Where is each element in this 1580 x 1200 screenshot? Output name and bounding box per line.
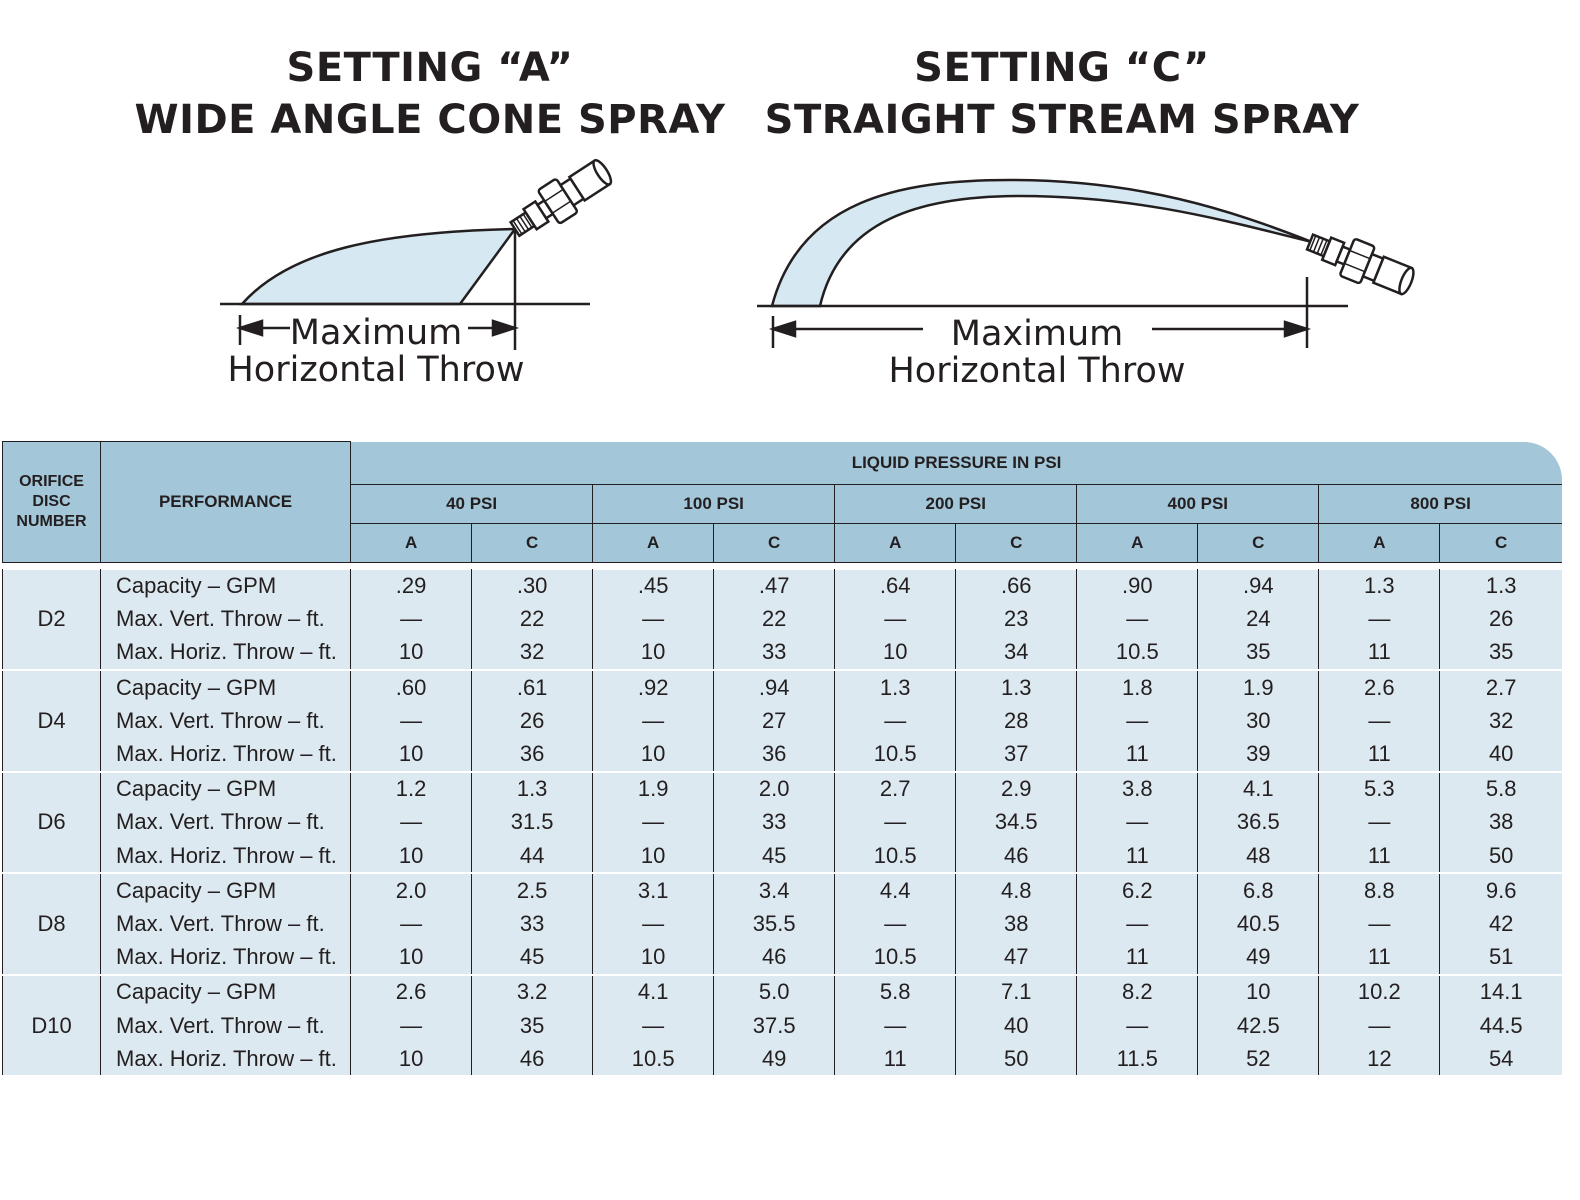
value-cell: 22	[714, 603, 835, 636]
liquid-pressure-header: LIQUID PRESSURE IN PSI	[351, 442, 1562, 485]
value-cell: 51	[1440, 941, 1562, 975]
orifice-header-line2: DISC	[32, 492, 71, 510]
table-row	[3, 975, 1563, 1009]
value-cell: —	[835, 704, 956, 737]
value-cell: 11	[1319, 839, 1440, 873]
value-cell: 2.6	[1319, 670, 1440, 704]
performance-table	[2, 441, 1562, 1075]
value-cell: 10.5	[593, 1042, 714, 1075]
setting-c-throw-label	[887, 316, 1187, 390]
value-cell: 37	[956, 737, 1077, 771]
value-cell: 46	[714, 941, 835, 975]
value-cell: .94	[714, 670, 835, 704]
value-cell: 14.1	[1440, 975, 1562, 1009]
value-cell: —	[1319, 806, 1440, 839]
value-cell: 33	[472, 907, 593, 940]
value-cell: 46	[956, 839, 1077, 873]
value-cell: 30	[1198, 704, 1319, 737]
value-cell: 32	[1440, 704, 1562, 737]
orifice-header-line3: NUMBER	[16, 512, 87, 530]
value-cell: 44.5	[1440, 1009, 1562, 1042]
setting-header-a: A	[593, 523, 714, 562]
value-cell: 11	[1319, 941, 1440, 975]
value-cell: —	[835, 907, 956, 940]
stream-nozzle-icon	[1303, 223, 1419, 301]
table-row	[3, 603, 1563, 636]
value-cell: 34.5	[956, 806, 1077, 839]
value-cell: 7.1	[956, 975, 1077, 1009]
value-cell: 10	[593, 941, 714, 975]
performance-cell: Capacity – GPM	[101, 670, 351, 704]
value-cell: 36	[714, 737, 835, 771]
setting-header-c: C	[472, 523, 593, 562]
value-cell: 9.6	[1440, 873, 1562, 907]
value-cell: .94	[1198, 569, 1319, 603]
value-cell: 10.2	[1319, 975, 1440, 1009]
value-cell: —	[593, 907, 714, 940]
value-cell: 10	[351, 1042, 472, 1075]
table-row	[3, 839, 1563, 873]
value-cell: —	[351, 806, 472, 839]
value-cell: 1.3	[472, 772, 593, 806]
value-cell: 10	[593, 839, 714, 873]
value-cell: 10.5	[835, 839, 956, 873]
value-cell: 45	[472, 941, 593, 975]
setting-header-c: C	[956, 523, 1077, 562]
table-row	[3, 670, 1563, 704]
value-cell: .47	[714, 569, 835, 603]
setting-header-a: A	[351, 523, 472, 562]
value-cell: 45	[714, 839, 835, 873]
orifice-disc-cell: D10	[3, 975, 101, 1076]
value-cell: 37.5	[714, 1009, 835, 1042]
value-cell: —	[1077, 603, 1198, 636]
value-cell: 4.1	[1198, 772, 1319, 806]
value-cell: 4.4	[835, 873, 956, 907]
value-cell: 1.8	[1077, 670, 1198, 704]
value-cell: —	[593, 603, 714, 636]
performance-cell: Capacity – GPM	[101, 772, 351, 806]
value-cell: 42	[1440, 907, 1562, 940]
setting-header-a: A	[1077, 523, 1198, 562]
orifice-header-line1: ORIFICE	[19, 472, 84, 490]
value-cell: —	[1319, 603, 1440, 636]
value-cell: 2.7	[1440, 670, 1562, 704]
performance-cell: Max. Vert. Throw – ft.	[101, 907, 351, 940]
performance-cell: Capacity – GPM	[101, 975, 351, 1009]
value-cell: 1.3	[835, 670, 956, 704]
setting-a-throw-label	[226, 315, 526, 389]
value-cell: 48	[1198, 839, 1319, 873]
table-row	[3, 772, 1563, 806]
value-cell: 26	[1440, 603, 1562, 636]
value-cell: 11	[835, 1042, 956, 1075]
value-cell: 40	[1440, 737, 1562, 771]
value-cell: 27	[714, 704, 835, 737]
table-row	[3, 873, 1563, 907]
value-cell: 10	[351, 941, 472, 975]
setting-a-throw-label-line1: Maximum	[289, 313, 463, 353]
value-cell: 54	[1440, 1042, 1562, 1075]
value-cell: .29	[351, 569, 472, 603]
value-cell: 10	[593, 636, 714, 670]
value-cell: 2.7	[835, 772, 956, 806]
value-cell: —	[1077, 1009, 1198, 1042]
value-cell: 38	[1440, 806, 1562, 839]
performance-cell: Capacity – GPM	[101, 569, 351, 603]
value-cell: 31.5	[472, 806, 593, 839]
value-cell: 11	[1319, 737, 1440, 771]
setting-a-throw-label-line2: Horizontal Throw	[227, 350, 525, 390]
performance-cell: Max. Vert. Throw – ft.	[101, 1009, 351, 1042]
table-row	[3, 907, 1563, 940]
value-cell: 1.3	[1319, 569, 1440, 603]
value-cell: —	[1319, 1009, 1440, 1042]
value-cell: 33	[714, 636, 835, 670]
value-cell: 10	[351, 636, 472, 670]
performance-cell: Max. Vert. Throw – ft.	[101, 806, 351, 839]
value-cell: 26	[472, 704, 593, 737]
value-cell: .61	[472, 670, 593, 704]
value-cell: 4.8	[956, 873, 1077, 907]
value-cell: 2.9	[956, 772, 1077, 806]
value-cell: 6.2	[1077, 873, 1198, 907]
performance-cell: Max. Horiz. Throw – ft.	[101, 941, 351, 975]
value-cell: 11.5	[1077, 1042, 1198, 1075]
value-cell: .90	[1077, 569, 1198, 603]
value-cell: 34	[956, 636, 1077, 670]
value-cell: 35	[472, 1009, 593, 1042]
value-cell: —	[351, 1009, 472, 1042]
value-cell: —	[1077, 704, 1198, 737]
table-header	[3, 442, 1563, 563]
performance-cell: Max. Horiz. Throw – ft.	[101, 737, 351, 771]
value-cell: 35	[1198, 636, 1319, 670]
value-cell: 35.5	[714, 907, 835, 940]
orifice-disc-cell: D6	[3, 772, 101, 874]
value-cell: —	[351, 704, 472, 737]
table-row	[3, 569, 1563, 603]
orifice-disc-number-header	[3, 442, 101, 563]
performance-cell: Max. Horiz. Throw – ft.	[101, 1042, 351, 1075]
value-cell: 39	[1198, 737, 1319, 771]
performance-cell: Max. Horiz. Throw – ft.	[101, 839, 351, 873]
value-cell: —	[593, 704, 714, 737]
setting-c-title	[762, 42, 1362, 146]
value-cell: 1.3	[956, 670, 1077, 704]
value-cell: 40	[956, 1009, 1077, 1042]
value-cell: .92	[593, 670, 714, 704]
value-cell: 2.0	[351, 873, 472, 907]
value-cell: 10	[351, 737, 472, 771]
orifice-disc-cell: D4	[3, 670, 101, 772]
value-cell: 11	[1077, 839, 1198, 873]
cone-nozzle-icon	[504, 153, 617, 246]
setting-c-title-line1: SETTING “C”	[914, 45, 1210, 91]
value-cell: —	[1077, 907, 1198, 940]
value-cell: —	[593, 806, 714, 839]
value-cell: .64	[835, 569, 956, 603]
value-cell: 1.9	[1198, 670, 1319, 704]
value-cell: 6.8	[1198, 873, 1319, 907]
value-cell: 38	[956, 907, 1077, 940]
value-cell: 11	[1319, 636, 1440, 670]
table-row	[3, 1009, 1563, 1042]
setting-header-a: A	[1319, 523, 1440, 562]
value-cell: 10	[835, 636, 956, 670]
value-cell: 10	[593, 737, 714, 771]
value-cell: 32	[472, 636, 593, 670]
value-cell: 23	[956, 603, 1077, 636]
value-cell: .45	[593, 569, 714, 603]
setting-header-c: C	[714, 523, 835, 562]
value-cell: 3.2	[472, 975, 593, 1009]
orifice-disc-cell: D2	[3, 569, 101, 670]
value-cell: —	[835, 806, 956, 839]
value-cell: 28	[956, 704, 1077, 737]
value-cell: 50	[1440, 839, 1562, 873]
value-cell: —	[1319, 907, 1440, 940]
table-body-spacer	[3, 562, 1563, 569]
value-cell: 10.5	[1077, 636, 1198, 670]
value-cell: 42.5	[1198, 1009, 1319, 1042]
value-cell: 33	[714, 806, 835, 839]
setting-header-c: C	[1198, 523, 1319, 562]
table-row	[3, 737, 1563, 771]
value-cell: —	[1319, 704, 1440, 737]
table-body	[3, 569, 1563, 1075]
value-cell: 10.5	[835, 941, 956, 975]
value-cell: —	[351, 907, 472, 940]
value-cell: 3.8	[1077, 772, 1198, 806]
value-cell: —	[351, 603, 472, 636]
table-row	[3, 704, 1563, 737]
value-cell: 36	[472, 737, 593, 771]
value-cell: 5.3	[1319, 772, 1440, 806]
value-cell: 36.5	[1198, 806, 1319, 839]
value-cell: .66	[956, 569, 1077, 603]
value-cell: 40.5	[1198, 907, 1319, 940]
pressure-header-100: 100 PSI	[593, 484, 835, 523]
value-cell: 8.2	[1077, 975, 1198, 1009]
value-cell: 8.8	[1319, 873, 1440, 907]
value-cell: .60	[351, 670, 472, 704]
value-cell: 10	[351, 839, 472, 873]
table-row	[3, 1042, 1563, 1075]
value-cell: 1.9	[593, 772, 714, 806]
setting-c-throw-label-line2: Horizontal Throw	[888, 351, 1186, 391]
setting-c-throw-label-line1: Maximum	[950, 314, 1124, 354]
value-cell: 5.0	[714, 975, 835, 1009]
table-row	[3, 806, 1563, 839]
value-cell: 46	[472, 1042, 593, 1075]
value-cell: 50	[956, 1042, 1077, 1075]
performance-cell: Max. Vert. Throw – ft.	[101, 603, 351, 636]
value-cell: 49	[714, 1042, 835, 1075]
value-cell: —	[1077, 806, 1198, 839]
setting-header-a: A	[835, 523, 956, 562]
performance-cell: Capacity – GPM	[101, 873, 351, 907]
value-cell: 1.2	[351, 772, 472, 806]
value-cell: 10.5	[835, 737, 956, 771]
value-cell: —	[593, 1009, 714, 1042]
value-cell: 11	[1077, 737, 1198, 771]
setting-a-title-line1: SETTING “A”	[286, 45, 574, 91]
orifice-disc-cell: D8	[3, 873, 101, 975]
performance-header: PERFORMANCE	[101, 442, 351, 563]
value-cell: 12	[1319, 1042, 1440, 1075]
value-cell: 22	[472, 603, 593, 636]
value-cell: 47	[956, 941, 1077, 975]
value-cell: 52	[1198, 1042, 1319, 1075]
table-row	[3, 636, 1563, 670]
value-cell: 49	[1198, 941, 1319, 975]
value-cell: 24	[1198, 603, 1319, 636]
value-cell: 2.5	[472, 873, 593, 907]
value-cell: —	[835, 603, 956, 636]
value-cell: —	[835, 1009, 956, 1042]
performance-cell: Max. Horiz. Throw – ft.	[101, 636, 351, 670]
value-cell: 35	[1440, 636, 1562, 670]
setting-a-title-line2: WIDE ANGLE CONE SPRAY	[134, 97, 726, 143]
value-cell: 3.4	[714, 873, 835, 907]
value-cell: 2.6	[351, 975, 472, 1009]
spray-diagrams	[0, 0, 1580, 430]
setting-c-title-line2: STRAIGHT STREAM SPRAY	[764, 97, 1360, 143]
pressure-header-800: 800 PSI	[1319, 484, 1562, 523]
setting-a-title	[130, 42, 730, 146]
table-row	[3, 941, 1563, 975]
value-cell: 2.0	[714, 772, 835, 806]
value-cell: 44	[472, 839, 593, 873]
value-cell: 11	[1077, 941, 1198, 975]
pressure-header-200: 200 PSI	[835, 484, 1077, 523]
value-cell: .30	[472, 569, 593, 603]
pressure-header-400: 400 PSI	[1077, 484, 1319, 523]
value-cell: 10	[1198, 975, 1319, 1009]
value-cell: 4.1	[593, 975, 714, 1009]
setting-header-c: C	[1440, 523, 1562, 562]
performance-cell: Max. Vert. Throw – ft.	[101, 704, 351, 737]
value-cell: 5.8	[1440, 772, 1562, 806]
value-cell: 5.8	[835, 975, 956, 1009]
value-cell: 3.1	[593, 873, 714, 907]
pressure-header-40: 40 PSI	[351, 484, 593, 523]
value-cell: 1.3	[1440, 569, 1562, 603]
